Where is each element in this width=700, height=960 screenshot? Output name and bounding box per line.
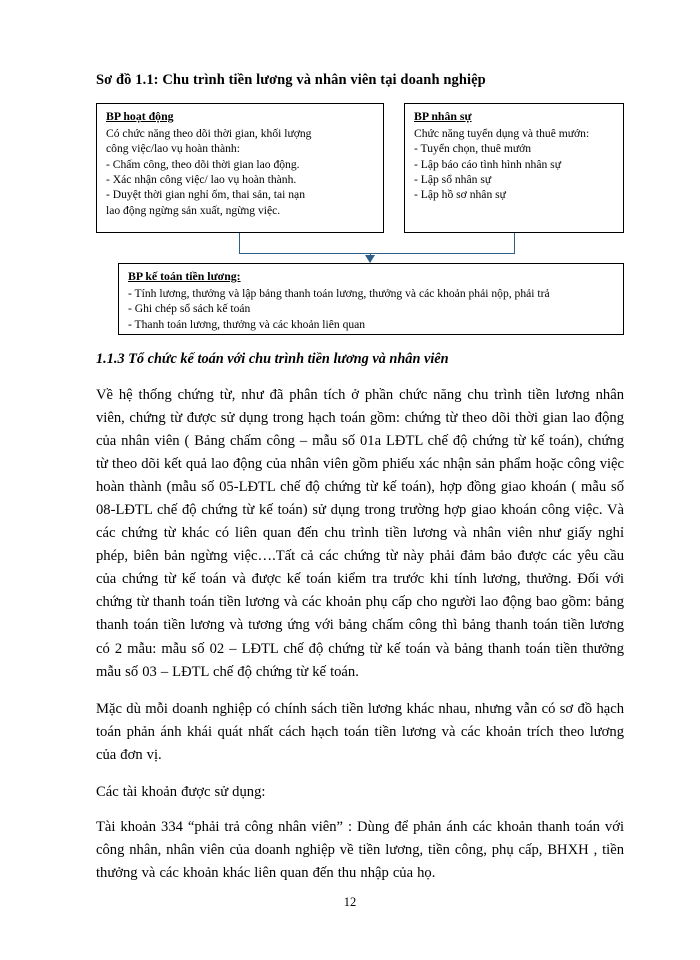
box-personnel-line-1: Chức năng tuyển dụng và thuê mướn:	[414, 126, 590, 140]
paragraph-3: Các tài khoản được sử dụng:	[96, 783, 266, 800]
box-personnel-heading: BP nhân sự	[414, 109, 472, 123]
box-payroll-line-3: - Thanh toán lương, thưởng và các khoản liên quan	[128, 317, 366, 331]
box-payroll-line-1: - Tính lương, thưởng và lập bảng thanh toán lương, thưởng và các khoản phải nộp, phải trả	[128, 286, 550, 300]
page-content	[96, 72, 624, 899]
box-payroll-heading: BP kế toán tiền lương:	[128, 269, 241, 283]
box-operations-line-4: - Xác nhận công việc/ lao vụ hoàn thành.	[106, 172, 297, 186]
box-operations-line-6: lao động ngừng sản xuất, ngừng việc.	[106, 203, 281, 217]
connector-line-left-vertical	[239, 233, 240, 253]
section-heading: 1.1.3 Tổ chức kế toán với chu trình tiền lương và nhân viên	[96, 351, 449, 367]
connector-line-right-horizontal	[370, 253, 515, 254]
diagram-box-operations	[96, 103, 384, 233]
page-number: 12	[343, 895, 357, 909]
box-operations-line-3: - Chấm công, theo dõi thời gian lao động.	[106, 157, 300, 171]
paragraph-4: Tài khoản 334 “phải trả công nhân viên” : Dùng để phản ánh các khoản thanh toán với công nhân, nhân viên của doanh nghiệp về tiền lương, tiền công, phụ cấp, BHXH , tiền thưởng và các khoản khác liên quan đến thu nhập của họ.	[96, 818, 624, 881]
box-operations-line-1: Có chức năng theo dõi thời gian, khối lượng	[106, 126, 312, 140]
box-personnel-line-4: - Lập sổ nhân sự	[414, 172, 492, 186]
connector-line-right-vertical	[514, 233, 515, 253]
diagram-box-personnel	[404, 103, 624, 233]
paragraph-1: Về hệ thống chứng từ, như đã phân tích ở phần chức năng chu trình tiền lương nhân viên, chứng từ được sử dụng trong hạch toán gồm: chứng từ theo dõi thời gian lao động của nhân viên ( Bảng chấm công – mẫu số 01a LĐTL chế độ chứng từ kế toán), chứng từ theo dõi kết quả lao động của nhân viên gồm phiếu xác nhận sản phẩm hoặc công việc hoàn thành (mẫu số 05-LĐTL chế độ chứng từ kế toán), hợp đồng giao khoán ( mẫu số 08-LĐTL chế độ chứng từ kế toán) sử dụng trong trường hợp giao khoán công việc. Và các chứng từ khác có liên quan đến chu trình tiền lương và nhân viên như giấy nghỉ phép, biên bản ngừng việc….Tất cả các chứng từ này phải đảm bảo được các yêu cầu của chứng từ kế toán và được kế toán kiểm tra trước khi tính lương, thưởng. Đối với chứng từ thanh toán tiền lương và các khoản phụ cấp cho người lao động bao gồm: bảng thanh toán tiền lương và tương ứng với bảng chấm công thì bảng thanh toán tiền lương có 2 mẫu: mẫu số 02 – LĐTL chế độ chứng từ kế toán và bảng thanh toán tiền thưởng mẫu số 03 – LĐTL chế độ chứng từ kế toán.	[96, 387, 624, 680]
box-personnel-line-3: - Lập báo cáo tình hình nhân sự	[414, 157, 561, 171]
box-operations-line-2: công việc/lao vụ hoàn thành:	[106, 142, 240, 156]
connector-line-left-horizontal	[239, 253, 370, 254]
arrow-down-icon	[365, 255, 375, 263]
box-personnel-line-2: - Tuyển chọn, thuê mướn	[414, 142, 532, 156]
box-operations-heading: BP hoạt động	[106, 109, 174, 123]
paragraph-2: Mặc dù mỗi doanh nghiệp có chính sách tiền lương khác nhau, nhưng vẫn có sơ đồ hạch toán phản ánh khái quát nhất cách hạch toán tiền lương và các khoản trích theo lương của đơn vị.	[96, 700, 624, 763]
box-personnel-line-5: - Lập hồ sơ nhân sự	[414, 188, 506, 202]
process-diagram	[96, 103, 624, 341]
box-payroll-line-2: - Ghi chép sổ sách kế toán	[128, 302, 251, 316]
figure-title: Sơ đồ 1.1: Chu trình tiền lương và nhân viên tại doanh nghiệp	[96, 72, 486, 88]
diagram-box-payroll-accounting	[118, 263, 624, 335]
box-operations-line-5: - Duyệt thời gian nghỉ ốm, thai sản, tai nạn	[106, 188, 306, 202]
